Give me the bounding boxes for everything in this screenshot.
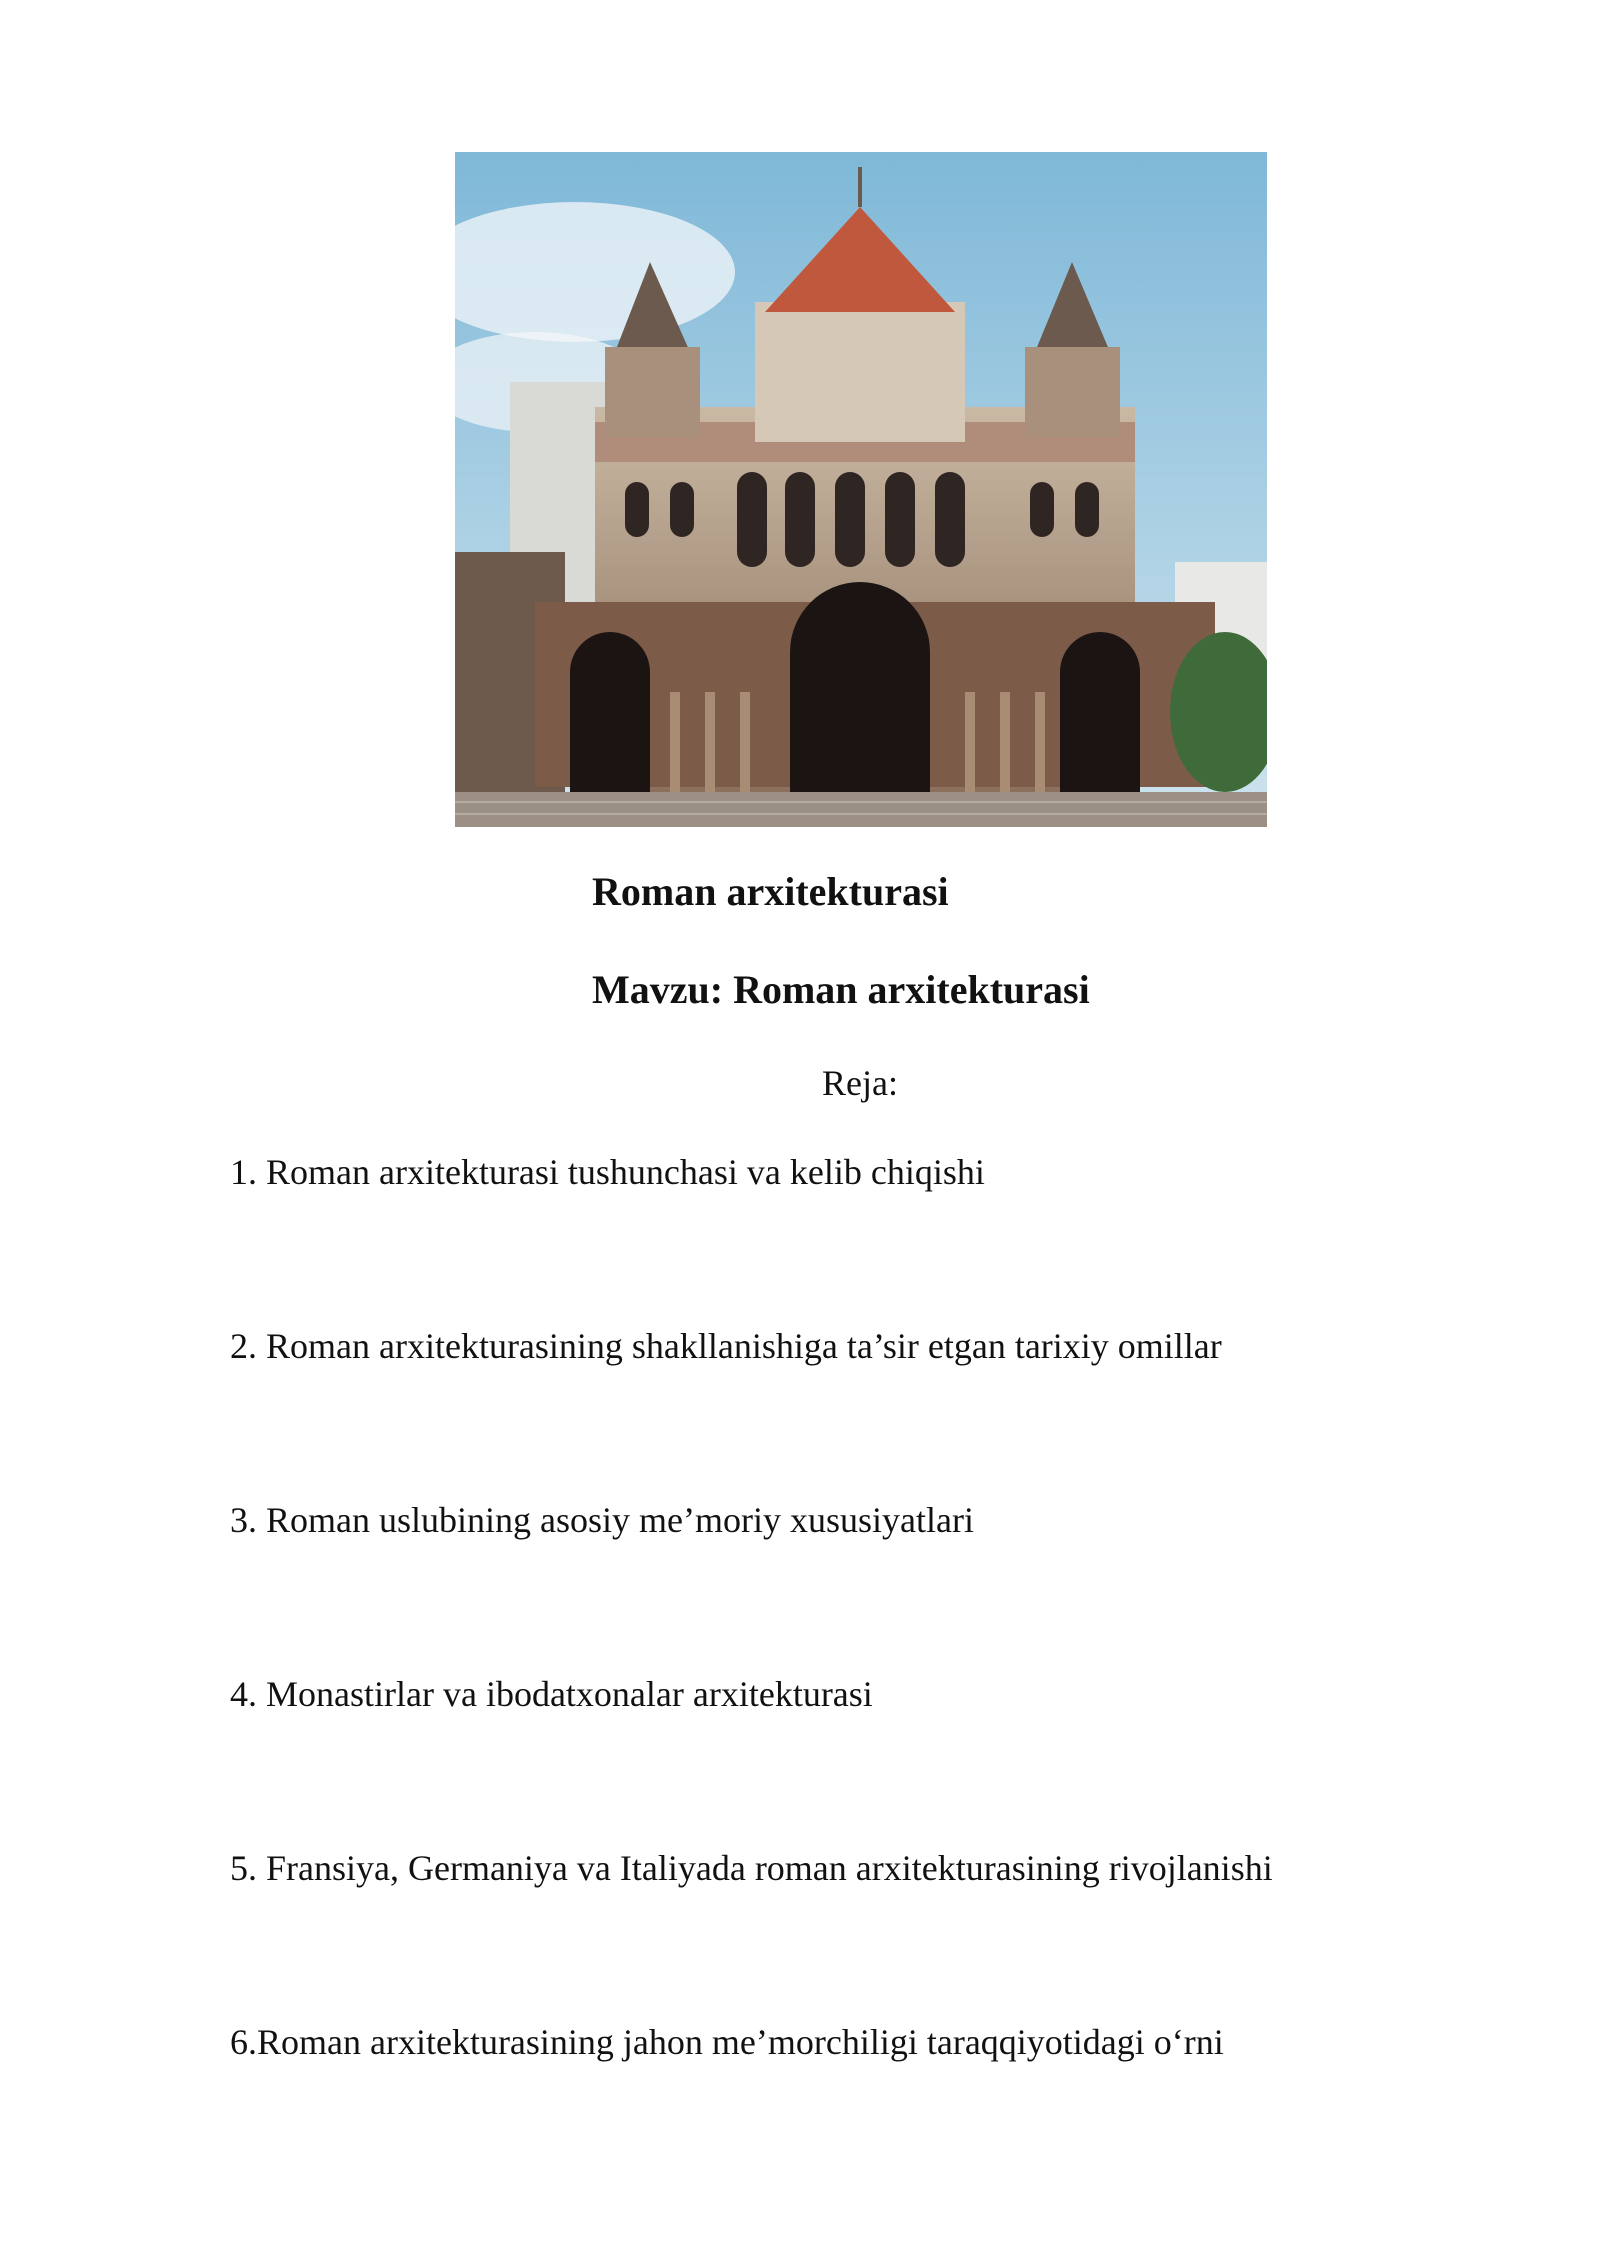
plan-item: 4. Monastirlar va ibodatxonalar arxitekturasi	[230, 1674, 873, 1714]
document-subtitle: Mavzu: Roman arxitekturasi	[592, 967, 1090, 1012]
plan-item: 3. Roman uslubining asosiy me’moriy xususiyatlari	[230, 1500, 974, 1540]
church-photo	[455, 152, 1267, 827]
plan-item: 6.Roman arxitekturasining jahon me’morchiligi taraqqiyotidagi o‘rni	[230, 2022, 1224, 2062]
document-title: Roman arxitekturasi	[592, 869, 949, 914]
plan-item: 5. Fransiya, Germaniya va Italiyada roman arxitekturasining rivojlanishi	[230, 1848, 1273, 1888]
plan-list	[230, 1148, 1273, 2192]
plan-heading: Reja:	[822, 1063, 898, 1103]
plan-item: 1. Roman arxitekturasi tushunchasi va kelib chiqishi	[230, 1152, 985, 1192]
plan-item: 2. Roman arxitekturasining shakllanishiga ta’sir etgan tarixiy omillar	[230, 1326, 1222, 1366]
